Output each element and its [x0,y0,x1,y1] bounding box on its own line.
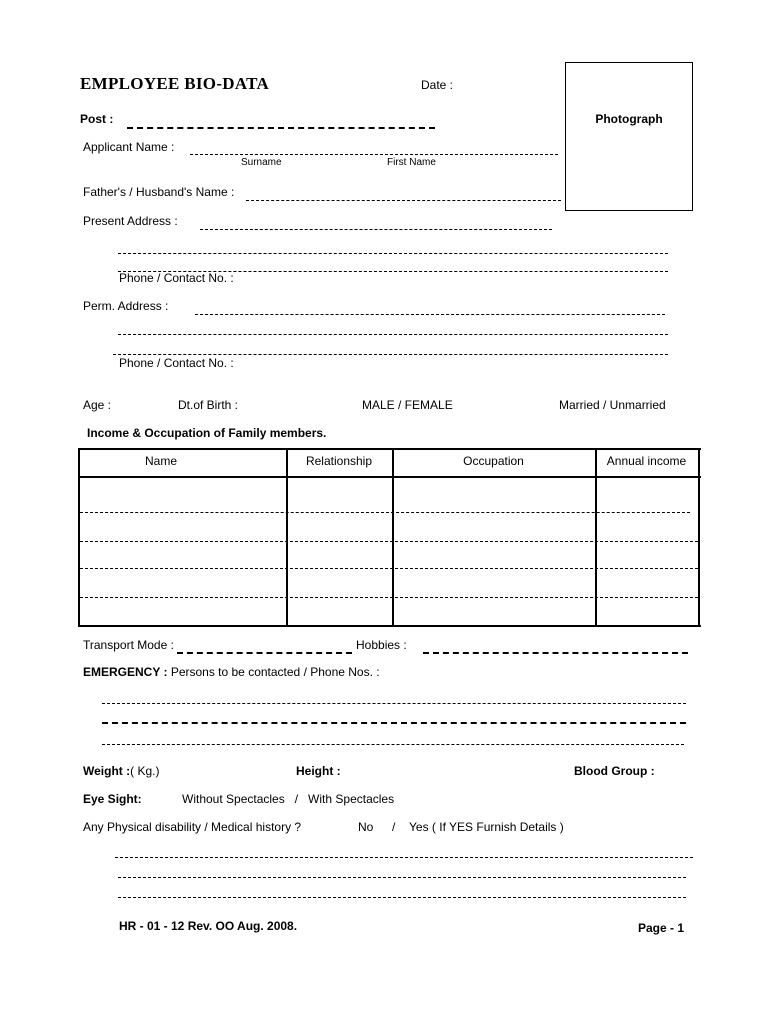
present-address-label: Present Address : [83,214,178,228]
perm-address-line-1[interactable] [195,314,665,315]
table-row[interactable] [80,512,690,513]
col-header-annual-income: Annual income [606,454,687,468]
disability-separator: / [392,820,396,834]
table-col-border [78,448,80,627]
table-top-border [78,448,701,450]
disability-yes[interactable]: Yes ( If YES Furnish Details ) [409,820,564,834]
age-label: Age : [83,398,112,412]
page-number: Page - 1 [638,921,685,935]
perm-address-line-2[interactable] [118,334,668,335]
table-bottom-border [78,625,701,627]
surname-caption: Surname [241,157,282,168]
height-label: Height : [296,764,341,778]
transport-label: Transport Mode : [83,638,174,652]
table-col-border [392,448,394,627]
perm-address-line-3[interactable] [113,354,668,355]
photograph-label: Photograph [595,112,663,126]
gender-options[interactable]: MALE / FEMALE [362,398,453,412]
table-row[interactable] [80,597,698,598]
eye-sight-options[interactable]: Without Spectacles / With Spectacles [182,792,395,806]
marital-options[interactable]: Married / Unmarried [559,398,666,412]
transport-field[interactable] [177,652,352,654]
disability-line-3[interactable] [118,897,686,898]
emergency-line-3[interactable] [102,744,684,745]
weight-label: Weight : [83,764,131,778]
blood-group-label: Blood Group : [574,764,655,778]
table-col-border [698,448,700,627]
weight-row [83,764,159,778]
table-col-border [286,448,288,627]
post-label: Post : [80,112,114,126]
applicant-name-field[interactable] [190,154,558,155]
table-col-border [595,448,597,627]
col-header-relationship: Relationship [305,454,373,468]
first-name-caption: First Name [387,157,436,168]
table-header-border [78,476,701,478]
father-husband-label: Father's / Husband's Name : [83,185,235,199]
hobbies-label: Hobbies : [356,638,407,652]
emergency-line-2[interactable] [102,722,686,724]
disability-line-2[interactable] [118,877,686,878]
father-husband-field[interactable] [246,200,561,201]
disability-line-1[interactable] [115,857,693,858]
post-field[interactable] [127,127,435,129]
emergency-line-1[interactable] [102,703,686,704]
present-phone-label: Phone / Contact No. : [119,271,234,285]
present-address-line-1[interactable] [200,229,552,230]
table-row[interactable] [80,568,698,569]
disability-no[interactable]: No [358,820,374,834]
dob-label: Dt.of Birth : [178,398,239,412]
date-label: Date : [421,78,454,92]
family-heading: Income & Occupation of Family members. [87,426,327,440]
emergency-row [83,665,380,679]
eye-sight-label: Eye Sight: [83,792,142,806]
form-code: HR - 01 - 12 Rev. OO Aug. 2008. [119,919,298,933]
photograph-box[interactable] [565,62,693,211]
emergency-text: Persons to be contacted / Phone Nos. : [170,665,380,679]
present-address-line-2[interactable] [118,253,668,254]
col-header-occupation: Occupation [463,454,524,468]
family-table [78,448,701,626]
perm-address-label: Perm. Address : [83,299,169,313]
disability-label: Any Physical disability / Medical history ? [83,820,302,834]
form-title: EMPLOYEE BIO-DATA [80,74,270,93]
applicant-name-label: Applicant Name : [83,140,175,154]
col-header-name: Name [144,454,177,468]
emergency-label: EMERGENCY : [83,665,168,679]
perm-phone-label: Phone / Contact No. : [119,356,234,370]
hobbies-field[interactable] [423,652,688,654]
table-row[interactable] [80,541,698,542]
weight-unit: ( Kg.) [130,764,160,778]
